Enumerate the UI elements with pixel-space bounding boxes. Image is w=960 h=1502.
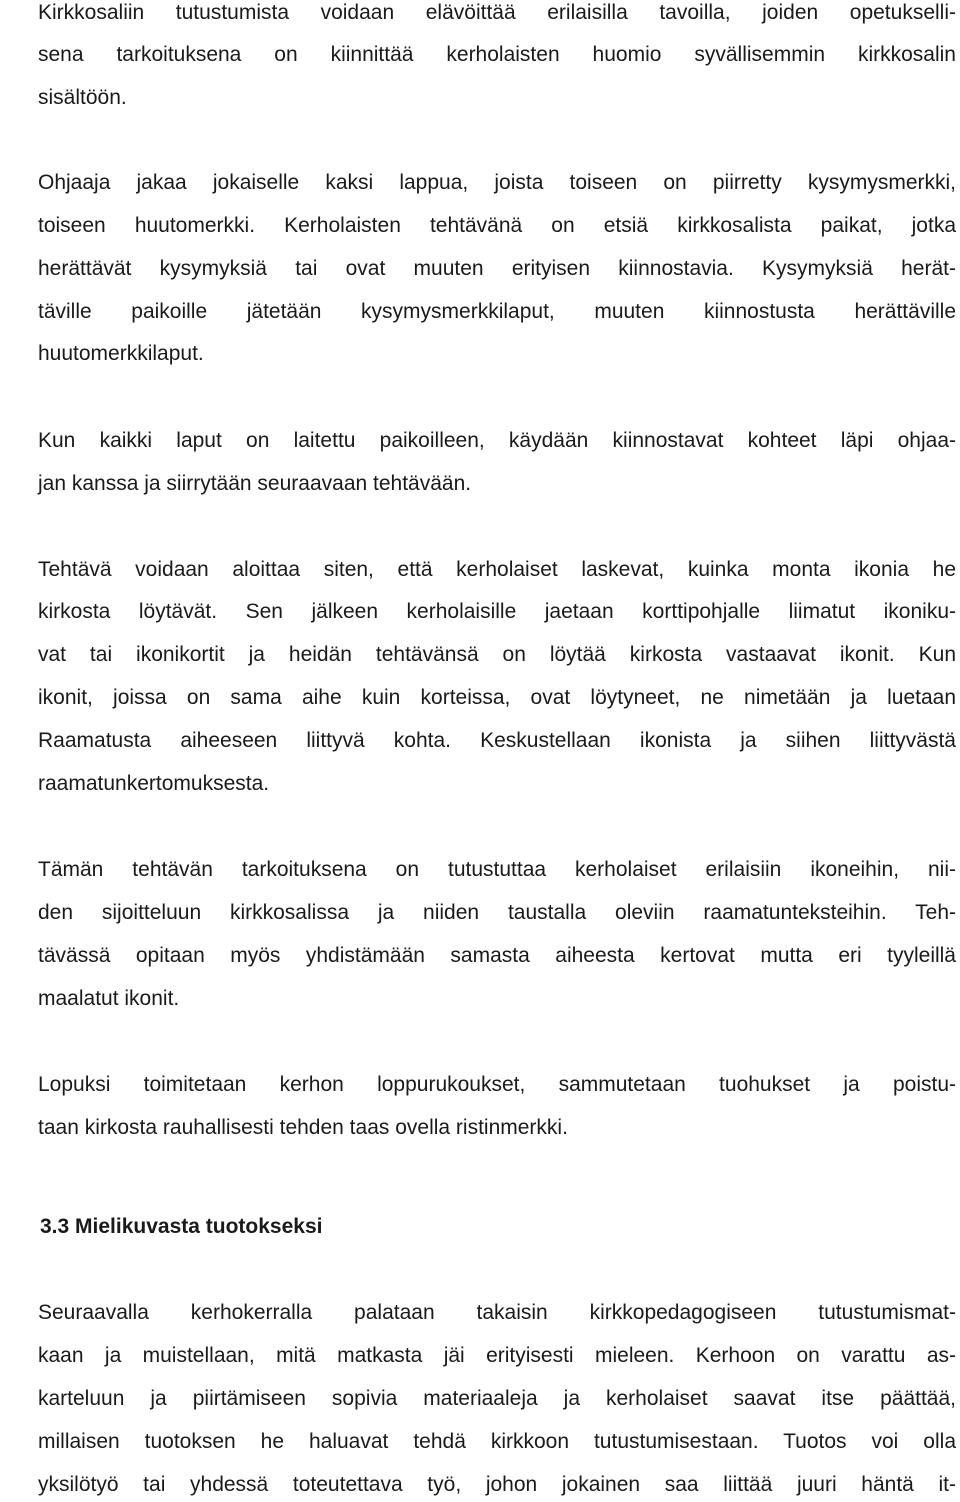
text-line: sena tarkoituksena on kiinnittää kerholaisten huomio syvällisemmin kirkkosalin bbox=[38, 43, 956, 66]
text-line: tävässä opitaan myös yhdistämään samasta aiheesta kertovat mutta eri tyyleillä bbox=[38, 944, 956, 967]
text-line: kirkosta löytävät. Sen jälkeen kerholaisille jaetaan korttipohjalle liimatut ikoniku- bbox=[38, 600, 956, 623]
text-line: Raamatusta aiheeseen liittyvä kohta. Keskustellaan ikonista ja siihen liittyvästä bbox=[38, 729, 956, 752]
text-line: toiseen huutomerkki. Kerholaisten tehtävänä on etsiä kirkkosalista paikat, jotka bbox=[38, 214, 956, 237]
text-line: kaan ja muistellaan, mitä matkasta jäi erityisesti mieleen. Kerhoon on varattu as- bbox=[38, 1344, 956, 1367]
text-line: maalatut ikonit. bbox=[38, 987, 180, 1010]
text-line: Seuraavalla kerhokerralla palataan takaisin kirkkopedagogiseen tutustumismat- bbox=[38, 1301, 956, 1324]
text-line: yksilötyö tai yhdessä toteutettava työ, johon jokainen saa liittää juuri häntä it- bbox=[38, 1473, 956, 1496]
text-line: raamatunkertomuksesta. bbox=[38, 772, 270, 795]
text-line: huutomerkkilaput. bbox=[38, 342, 204, 365]
text-line: Lopuksi toimitetaan kerhon loppurukoukset, sammutetaan tuohukset ja poistu- bbox=[38, 1073, 956, 1096]
text-line: ikonit, joissa on sama aihe kuin korteissa, ovat löytyneet, ne nimetään ja luetaan bbox=[38, 686, 956, 709]
text-line: millaisen tuotoksen he haluavat tehdä kirkkoon tutustumisestaan. Tuotos voi olla bbox=[38, 1430, 956, 1453]
text-line: Tämän tehtävän tarkoituksena on tutustuttaa kerholaiset erilaisiin ikoneihin, nii- bbox=[38, 858, 956, 881]
text-line: vat tai ikonikortit ja heidän tehtävänsä on löytää kirkosta vastaavat ikonit. Kun bbox=[38, 643, 956, 666]
section-heading: 3.3 Mielikuvasta tuotokseksi bbox=[40, 1215, 323, 1238]
text-line: jan kanssa ja siirrytään seuraavaan tehtävään. bbox=[38, 472, 472, 495]
text-line: taan kirkosta rauhallisesti tehden taas ovella ristinmerkki. bbox=[38, 1116, 568, 1139]
text-line: sisältöön. bbox=[38, 86, 127, 109]
text-line: karteluun ja piirtämiseen sopivia materiaaleja ja kerholaiset saavat itse päättää, bbox=[38, 1387, 956, 1410]
text-line: Tehtävä voidaan aloittaa siten, että kerholaiset laskevat, kuinka monta ikonia he bbox=[38, 558, 956, 581]
text-line: Kun kaikki laput on laitettu paikoilleen, käydään kiinnostavat kohteet läpi ohjaa- bbox=[38, 429, 956, 452]
text-line: Kirkkosaliin tutustumista voidaan elävöittää erilaisilla tavoilla, joiden opetukselli- bbox=[38, 1, 956, 24]
text-line: herättävät kysymyksiä tai ovat muuten erityisen kiinnostavia. Kysymyksiä herät- bbox=[38, 257, 956, 280]
text-line: den sijoitteluun kirkkosalissa ja niiden taustalla oleviin raamatunteksteihin. Teh- bbox=[38, 901, 956, 924]
text-line: Ohjaaja jakaa jokaiselle kaksi lappua, joista toiseen on piirretty kysymysmerkki, bbox=[38, 171, 956, 194]
text-line: täville paikoille jätetään kysymysmerkkilaput, muuten kiinnostusta herättäville bbox=[38, 300, 956, 323]
